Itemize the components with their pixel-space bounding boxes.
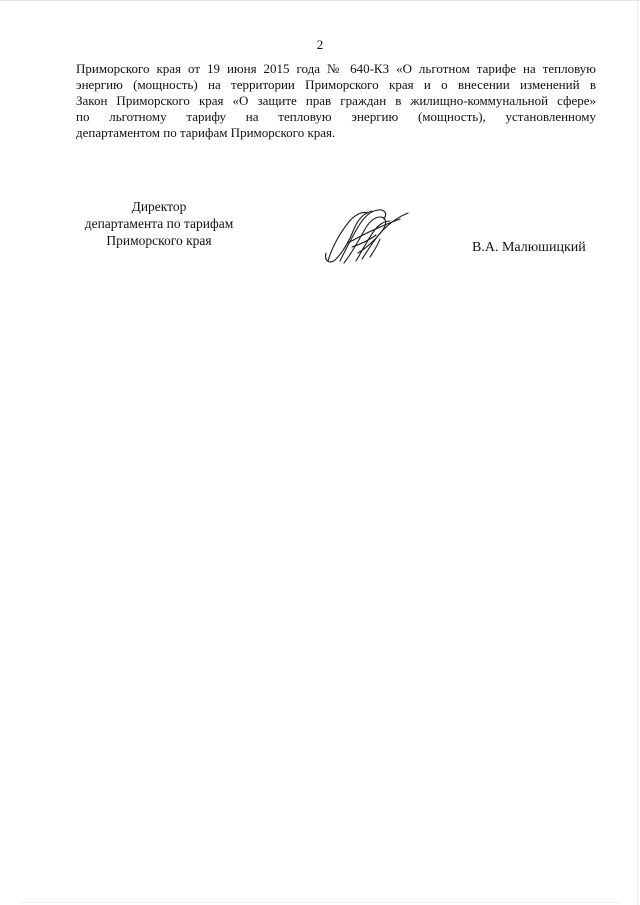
signatory-title-line: Приморского края — [106, 233, 212, 248]
handwritten-signature-icon — [318, 203, 414, 267]
signatory-title — [74, 198, 244, 249]
body-line: энергию (мощность) на территории Приморского края и о внесении изменений в — [76, 77, 596, 92]
signatory-title-line: департамента по тарифам — [84, 216, 234, 231]
page-number: 2 — [316, 37, 324, 52]
body-line: Закон Приморского края «О защите прав граждан в жилищно-коммунальной сфере» — [76, 93, 596, 108]
signatory-title-line: Директор — [131, 199, 187, 214]
body-paragraph — [76, 61, 596, 141]
body-line: Приморского края от 19 июня 2015 года № 640-КЗ «О льготном тарифе на тепловую — [76, 61, 596, 76]
scan-edge-bottom — [20, 902, 620, 903]
scan-edge-top — [0, 0, 640, 1]
signer-name: В.А. Малюшицкий — [472, 240, 586, 255]
scan-edge-right — [637, 0, 638, 905]
body-line: департаментом по тарифам Приморского края. — [76, 125, 336, 140]
body-line: по льготному тарифу на тепловую энергию (мощность), установленному — [76, 109, 596, 124]
